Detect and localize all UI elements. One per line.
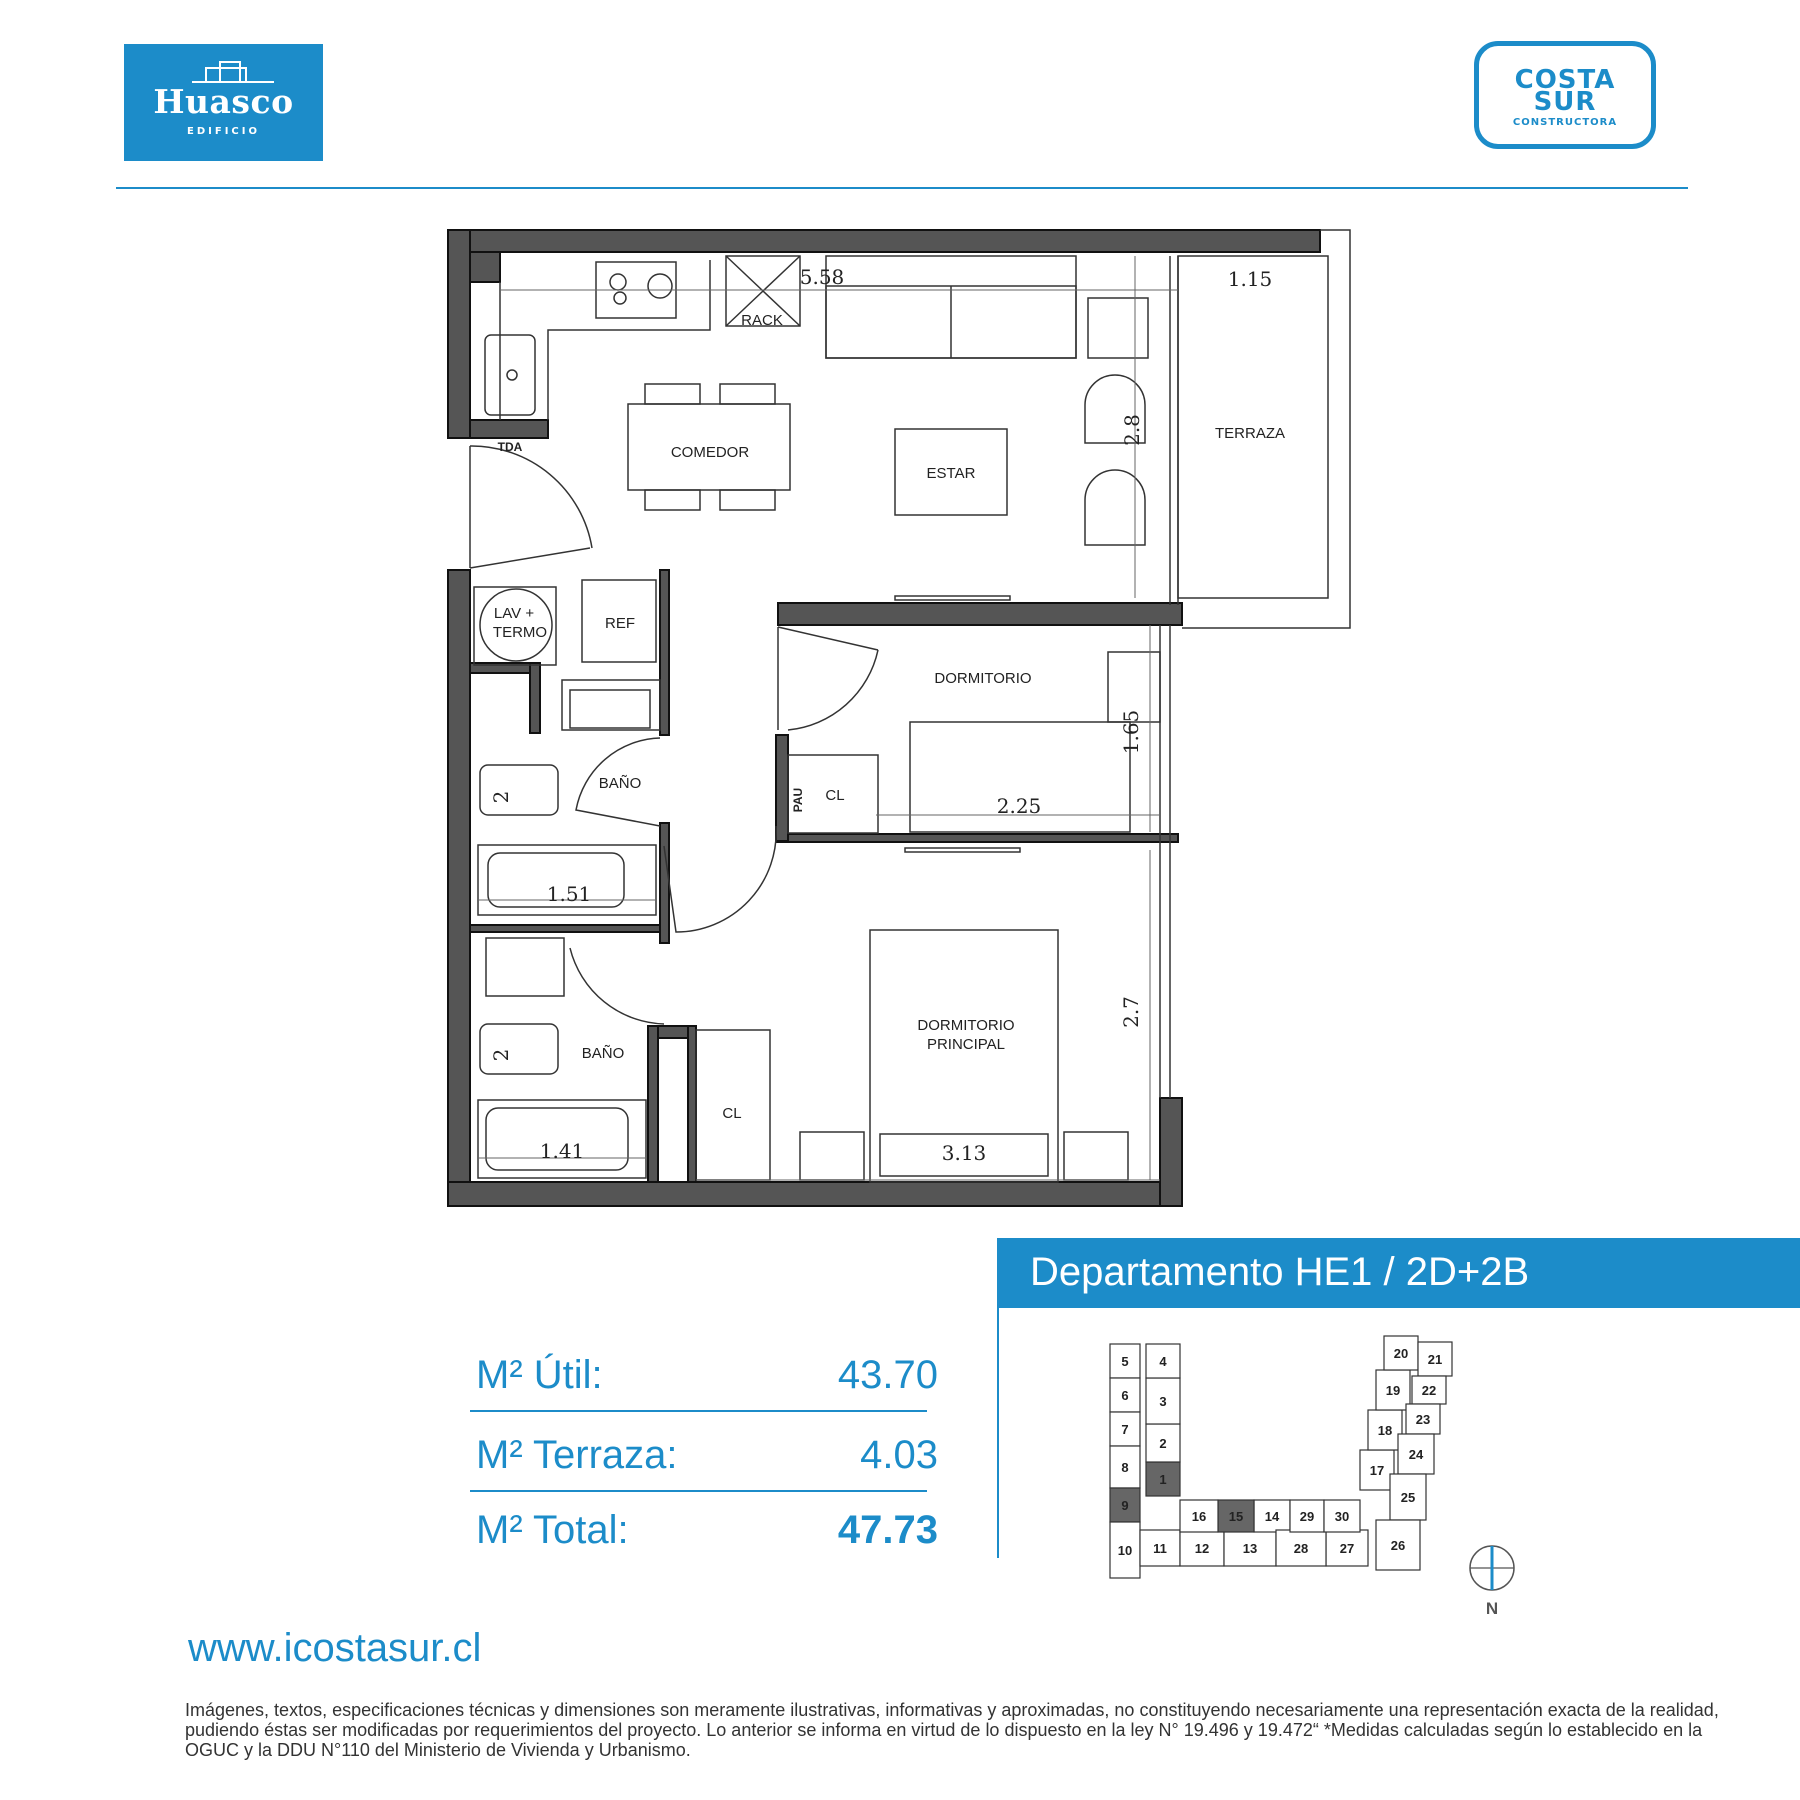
huasco-logo-name: Huasco [153,82,294,121]
site-unit-number: 5 [1121,1354,1129,1369]
room-pau: PAU [791,787,805,813]
site-unit-number: 6 [1121,1388,1129,1403]
room-tda: TDA [497,440,523,454]
room-bano-2: BAÑO [581,1045,625,1062]
legal-disclaimer: Imágenes, textos, especificaciones técnicas y dimensiones son meramente ilustrativas, informativas y aproximadas, no constituyendo necesariamente una representación exacta de la realidad, pudiendo éstas ser modificadas por requerimientos del proyecto. Lo anterior se informa en virtud de lo dispuesto en la ley N° 19.496 y 19.472“ *Medidas calculadas según lo establecido en la OGUC y la DDU N°110 del Ministerio de Vivienda y Urbanismo. [185,1700,1719,1760]
site-unit-number: 12 [1194,1541,1210,1556]
site-unit-number: 29 [1299,1509,1315,1524]
costasur-logo-line2: SUR [1533,87,1597,117]
site-unit-number: 26 [1390,1538,1406,1553]
site-unit-number: 16 [1191,1509,1207,1524]
dim-main-bedroom-depth: 2.7 [1119,996,1143,1028]
north-arrow [1470,1546,1514,1618]
costasur-logo-line3: CONSTRUCTORA [1512,117,1618,128]
site-unit-number: 8 [1121,1460,1129,1475]
room-lav-line2: TERMO [492,624,548,641]
site-unit-number: 4 [1159,1354,1167,1369]
info-divider [997,1308,999,1558]
website-link[interactable]: www.icostasur.cl [188,1626,482,1670]
site-unit-number: 23 [1415,1412,1431,1427]
room-cl-1: CL [825,787,845,804]
north-label: N [1485,1599,1499,1618]
dim-bath1-width: 1.51 [546,882,592,906]
room-dormitorio-principal-line1: DORMITORIO [917,1017,1015,1034]
site-unit-number: 11 [1153,1541,1167,1556]
site-unit-number: 17 [1369,1463,1385,1478]
site-unit-number: 20 [1393,1346,1409,1361]
room-estar: ESTAR [926,465,976,482]
site-unit-number: 21 [1427,1352,1443,1367]
site-unit-number: 1 [1159,1472,1167,1487]
area-value-util: 43.70 [837,1353,938,1397]
room-dormitorio: DORMITORIO [934,670,1032,687]
room-rack: RACK [741,312,783,329]
dim-living-depth: 2.8 [1120,414,1144,446]
area-label-terraza: M² Terraza: [476,1433,678,1477]
room-ref: REF [605,615,635,632]
dim-bath2-width: 1.41 [539,1139,585,1163]
plan-walls [448,230,1320,1206]
area-value-terraza: 4.03 [860,1433,938,1477]
site-unit-number: 25 [1400,1490,1416,1505]
site-unit-number: 30 [1334,1509,1350,1524]
site-unit-number: 13 [1242,1541,1258,1556]
site-plan [1100,1330,1520,1620]
site-unit-number: 22 [1421,1383,1437,1398]
area-label-util: M² Útil: [476,1353,603,1397]
dim-terrace-width: 1.15 [1227,267,1273,291]
dim-bath1-depth: 2 [489,790,513,804]
room-bano-1: BAÑO [598,775,642,792]
dim-main-bedroom-width: 3.13 [941,1141,987,1165]
site-unit-number: 15 [1228,1509,1244,1524]
room-dormitorio-principal-line2: PRINCIPAL [926,1036,1006,1053]
room-lav-line1: LAV + [493,605,535,622]
dim-bath2-depth: 2 [489,1048,513,1062]
site-unit-number: 19 [1385,1383,1401,1398]
site-unit-number: 3 [1159,1394,1167,1409]
area-label-total: M² Total: [476,1508,629,1552]
costasur-logo-line1: COSTA [1514,65,1616,95]
site-unit-number: 9 [1121,1498,1129,1513]
dim-bedroom-width: 2.25 [996,794,1042,818]
area-divider [470,1490,927,1492]
site-unit-number: 10 [1117,1543,1133,1558]
dim-living-width: 5.58 [799,265,845,289]
site-unit-number: 14 [1264,1509,1280,1524]
site-unit-number: 2 [1159,1436,1167,1451]
area-divider [470,1410,927,1412]
site-unit-number: 24 [1408,1447,1424,1462]
site-unit-number: 28 [1293,1541,1309,1556]
site-unit-number: 27 [1339,1541,1355,1556]
room-comedor: COMEDOR [670,444,750,461]
area-value-total: 47.73 [837,1508,938,1552]
huasco-logo-sub: EDIFICIO [187,126,260,137]
plan-fixtures [470,230,1350,1182]
dim-bedroom-depth: 1.65 [1119,709,1143,755]
site-unit-number: 7 [1121,1422,1129,1437]
room-terraza: TERRAZA [1214,425,1286,442]
room-cl-2: CL [722,1105,742,1122]
site-unit-number: 18 [1377,1423,1393,1438]
unit-title: Departamento HE1 / 2D+2B [1030,1250,1530,1294]
